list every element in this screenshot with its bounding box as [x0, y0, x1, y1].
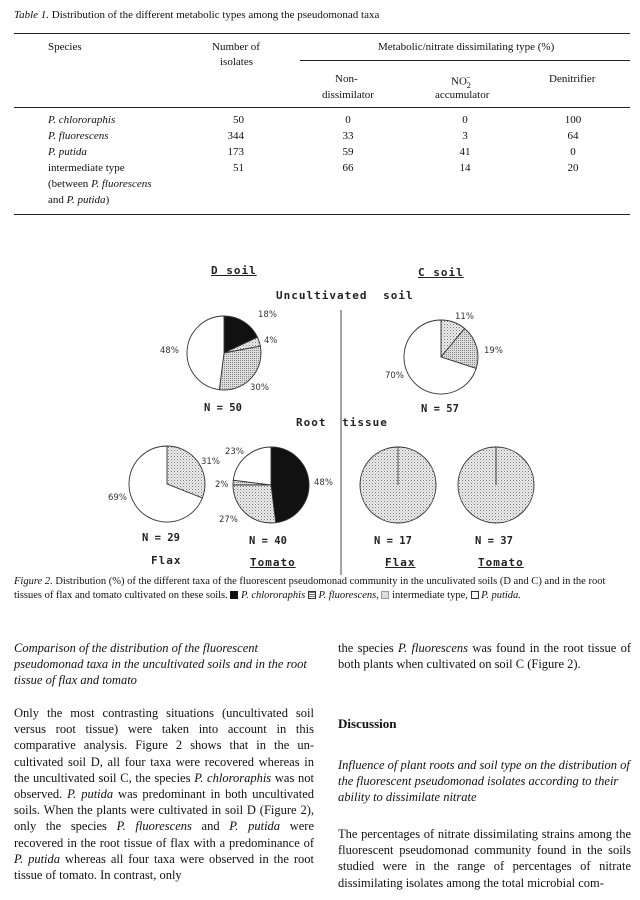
- pie1-label-fluorescens: 4%: [264, 336, 278, 346]
- row3-isolates: 173: [227, 146, 244, 158]
- lp-j: P. putida: [14, 851, 61, 866]
- row3-acc: 41: [459, 146, 471, 158]
- row4-line2-b: P. fluorescens: [91, 178, 152, 190]
- lp-i: were recovered in the root tissue of flax with a predominance of: [14, 819, 314, 850]
- row4-line3-b: P. putida: [66, 194, 106, 206]
- row2-isolates: 344: [227, 130, 244, 142]
- pie3-label-putida: 69%: [108, 493, 127, 503]
- right-subheading: Influence of plant roots and soil type on the distribution of the fluorescent pseudomonad isolates according to their ability to dissimilate nitrate: [338, 758, 630, 805]
- row4-line3-c: ): [105, 194, 110, 206]
- no2-text: NO: [451, 75, 467, 88]
- row4-line3-a: and: [48, 194, 67, 206]
- header-group: Metabolic/nitrate dissimilating type (%): [378, 41, 555, 53]
- section-heading-discussion: Discussion: [338, 716, 397, 731]
- pie1-label-chlororaphis: 18%: [258, 310, 277, 320]
- row4-den: 20: [567, 162, 579, 174]
- lp-h: P. putida: [229, 819, 281, 834]
- pie1-label-intermediate: 30%: [250, 383, 269, 393]
- pie2-n: N = 57: [421, 403, 459, 415]
- pie1-label-putida: 48%: [160, 346, 179, 356]
- table-caption-label: Table 1.: [14, 9, 50, 21]
- label-flax-c: Flax: [385, 556, 416, 569]
- row2-den: 64: [567, 130, 579, 142]
- row4-species: intermediate type: [48, 162, 125, 174]
- header-denitrifier: Denitrifier: [549, 73, 596, 85]
- label-flax-d: Flax: [151, 554, 182, 567]
- legend-putida-icon: [471, 591, 479, 599]
- legend-intermediate-icon: [381, 591, 389, 599]
- label-tomato-d: Tomato: [250, 556, 296, 569]
- pie4-label-intermediate: 2%: [215, 480, 229, 490]
- pie5-n: N = 17: [374, 535, 412, 547]
- header-accumulator: accumulator: [435, 89, 490, 101]
- header-isolates-2: isolates: [220, 56, 253, 68]
- legend-chlororaphis: P. chlororaphis: [241, 590, 306, 601]
- pie2-label-putida: 70%: [385, 371, 404, 381]
- lp-g: and: [191, 819, 230, 834]
- pie4-label-fluorescens: 27%: [219, 515, 238, 525]
- row3-non: 59: [342, 146, 354, 158]
- label-uncultivated: Uncultivated soil: [276, 289, 414, 302]
- left-paragraph: [14, 705, 314, 883]
- legend-fluorescens-icon: [308, 591, 316, 599]
- label-c-soil: C soil: [418, 266, 464, 279]
- rp-c: was found in the root tissue of both plants when cultivated on soil C (Figure 2).: [338, 641, 631, 672]
- row2-non: 33: [342, 130, 354, 142]
- row1-species: P. chlororaphis: [48, 114, 116, 126]
- pie4-slice-fluorescens: [233, 485, 276, 523]
- pie3-label-fluorescens: 31%: [201, 457, 220, 467]
- figure-caption: [14, 575, 630, 603]
- left-subheading: Comparison of the distribution of the fluorescent pseudomonad taxa in the uncultivated soils and in the root tissue of flax and tomato: [14, 641, 307, 688]
- pie6-n: N = 37: [475, 535, 513, 547]
- row2-species: P. fluorescens: [48, 130, 109, 142]
- pie4-slice-chlororaphis: [271, 447, 309, 523]
- legend-fluorescens: P. fluorescens,: [318, 590, 379, 601]
- row1-den: 100: [564, 114, 582, 126]
- lp-k: whereas all four taxa were observed in the root tissue of tomato. In contrast, only: [14, 851, 314, 883]
- row1-acc: 0: [462, 114, 468, 126]
- label-root-tissue: Root tissue: [296, 416, 388, 429]
- row2-acc: 3: [462, 130, 468, 142]
- pie1-n: N = 50: [204, 402, 242, 414]
- lp-d: P. putida: [67, 787, 114, 802]
- pie4-label-putida: 23%: [225, 447, 244, 457]
- lp-f: P. fluorescens: [116, 819, 192, 834]
- label-tomato-c: Tomato: [478, 556, 524, 569]
- table-caption-text: Distribution of the different metabolic types among the pseudomonad taxa: [51, 9, 380, 21]
- row4-line2-a: (between: [48, 178, 92, 190]
- row3-den: 0: [570, 146, 576, 158]
- lp-b: P. chlororaphis: [194, 770, 272, 785]
- header-species: Species: [48, 41, 82, 53]
- lp-e: was predominant in both uncultivated soils. When the plants were cultivated in soil D (Figure 2), only the species: [14, 787, 314, 834]
- legend-putida: P. putida.: [481, 590, 521, 601]
- header-isolates-1: Number of: [212, 41, 260, 53]
- lp-a: Only the most contrasting situations (uncultivated soil versus root tissue) were taken into account in this comparative analysis. Figure 2 shows that in the uncultivated soil D, all four taxa were recovered whereas in the uncultivated soil C, the species: [14, 706, 314, 785]
- pie1-slice-putida: [187, 316, 224, 390]
- row1-isolates: 50: [233, 114, 244, 126]
- legend-chlororaphis-icon: [230, 591, 238, 599]
- pie4-n: N = 40: [249, 535, 287, 547]
- row4-non: 66: [342, 162, 354, 174]
- header-nondiss-1: Non-: [335, 73, 358, 85]
- figure-caption-text: Distribution (%) of the different taxa of the fluorescent pseudomonad community in the unculivated soils (D and C) and in the root tissues of flax and tomato cultivated on these soils.: [14, 576, 606, 601]
- row4-isolates: 51: [233, 162, 244, 174]
- row1-non: 0: [345, 114, 351, 126]
- row3-species: P. putida: [48, 146, 87, 158]
- header-nondiss-2: dissimilator: [322, 89, 374, 101]
- pie2-label-fluorescens: 11%: [455, 312, 474, 322]
- right-paragraph-top: [338, 640, 631, 672]
- pie3-n: N = 29: [142, 532, 180, 544]
- label-d-soil: D soil: [211, 264, 257, 277]
- legend-intermediate: intermediate type,: [392, 590, 468, 601]
- rp-a: the species: [338, 641, 399, 655]
- figure-caption-label: Figure 2.: [14, 576, 53, 587]
- pie2-label-intermediate: 19%: [484, 346, 503, 356]
- lp-c: was not observed.: [14, 770, 314, 802]
- row4-acc: 14: [459, 162, 471, 174]
- pie4-label-chlororaphis: 48%: [314, 478, 333, 488]
- right-paragraph: The percentages of nitrate dissimilating strains among the fluorescent pseudomonad community found in the soils studied were in the range of percentages of nitrate dissimilating isolates among the total microbial com-: [338, 827, 631, 890]
- no2-sub: 2: [466, 80, 471, 90]
- rp-b: P. fluorescens: [398, 641, 469, 655]
- no2-sup: −: [465, 73, 471, 82]
